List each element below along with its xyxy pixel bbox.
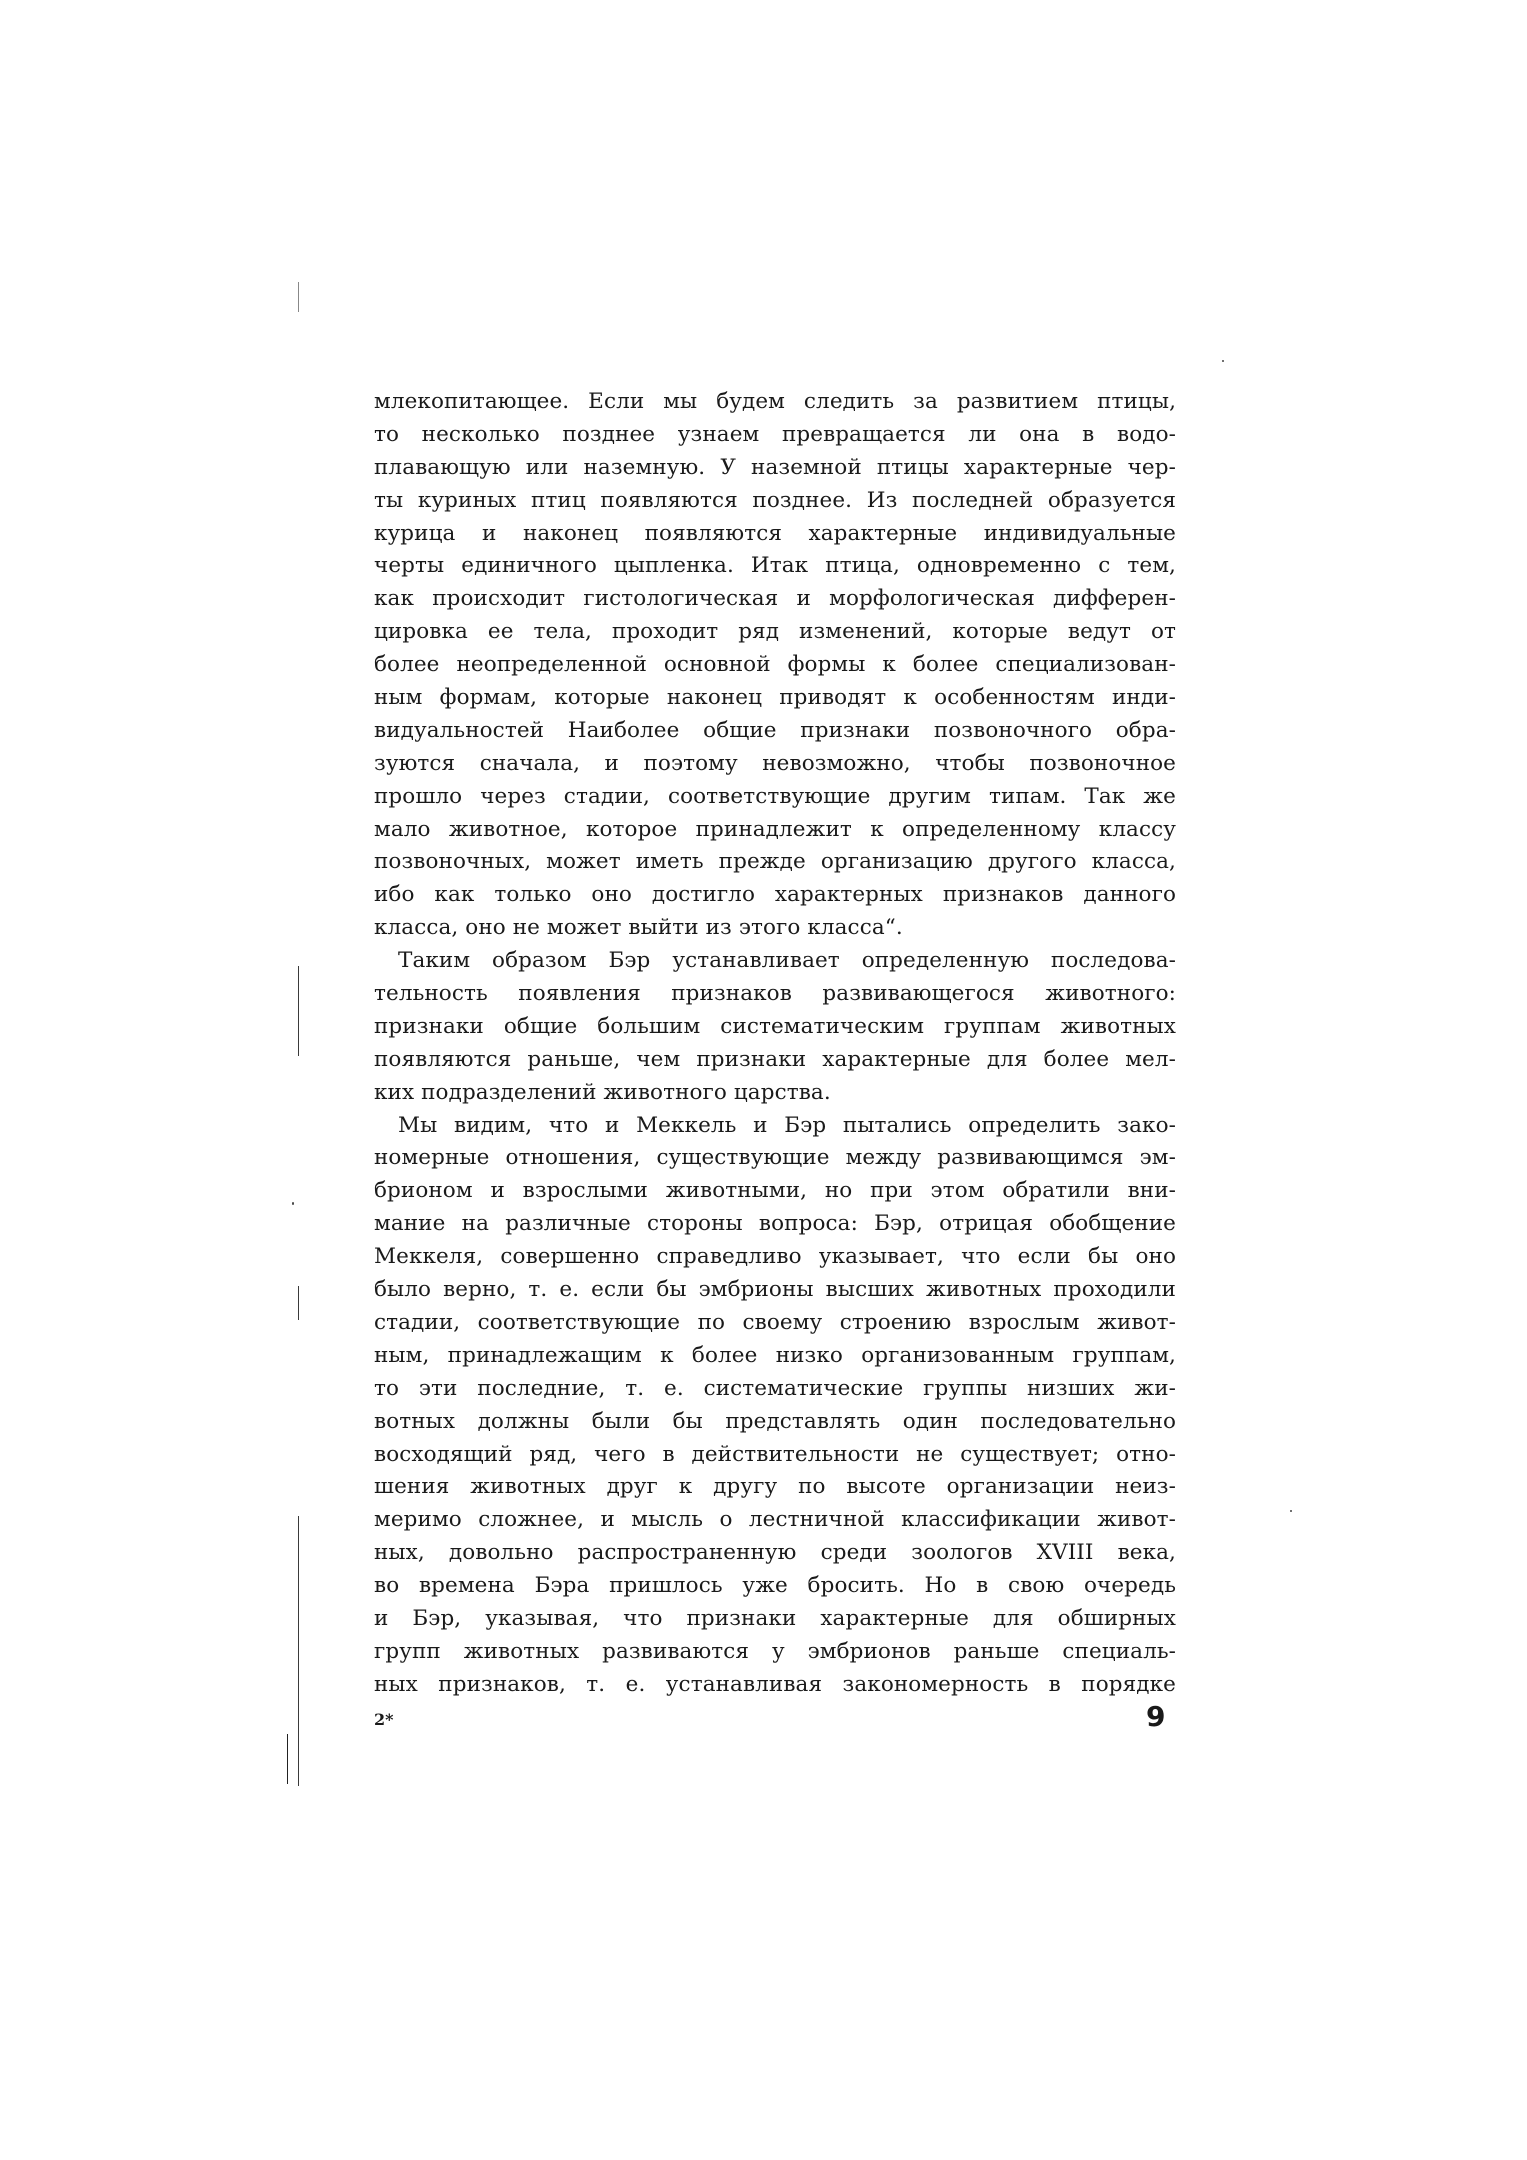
text-line: меримо сложнее, и мысль о лестничной классификации живот- bbox=[374, 1507, 1176, 1533]
signature-mark: 2* bbox=[374, 1710, 394, 1729]
text-line: брионом и взрослыми животными, но при этом обратили вни- bbox=[374, 1178, 1176, 1204]
text-line: курица и наконец появляются характерные индивидуальные bbox=[374, 520, 1176, 546]
scan-speck bbox=[292, 1202, 294, 1205]
text-line: ным, принадлежащим к более низко организованным группам, bbox=[374, 1342, 1176, 1368]
page-number: 9 bbox=[1146, 1700, 1166, 1733]
scan-speck bbox=[1222, 360, 1224, 362]
text-line: ным формам, которые наконец приводят к особенностям инди- bbox=[374, 685, 1176, 711]
body-text bbox=[374, 386, 1176, 1702]
scan-artifact-rule bbox=[298, 282, 299, 312]
text-line: во времена Бэра пришлось уже бросить. Но в свою очередь bbox=[374, 1573, 1176, 1599]
text-line: зуются сначала, и поэтому невозможно, чтобы позвоночное bbox=[374, 750, 1176, 776]
text-line: прошло через стадии, соответствующие другим типам. Так же bbox=[374, 783, 1176, 809]
text-line: плавающую или наземную. У наземной птицы характерные чер- bbox=[374, 454, 1176, 480]
text-line: ты куриных птиц появляются позднее. Из последней образуется bbox=[374, 487, 1176, 513]
text-line: млекопитающее. Если мы будем следить за развитием птицы, bbox=[374, 389, 1176, 414]
text-line: более неопределенной основной формы к более специализован- bbox=[374, 652, 1176, 678]
text-line: номерные отношения, существующие между развивающимся эм- bbox=[374, 1145, 1176, 1171]
text-line: позвоночных, может иметь прежде организацию другого класса, bbox=[374, 849, 1176, 875]
text-line: ибо как только оно достигло характерных признаков данного bbox=[374, 882, 1176, 908]
text-line: черты единичного цыпленка. Итак птица, одновременно с тем, bbox=[374, 553, 1176, 579]
text-line: как происходит гистологическая и морфологическая дифферен- bbox=[374, 586, 1176, 612]
text-line: и Бэр, указывая, что признаки характерные для обширных bbox=[374, 1605, 1176, 1631]
text-line: ных, довольно распространенную среди зоологов XVIII века, bbox=[374, 1540, 1176, 1566]
scan-artifact-rule bbox=[298, 966, 299, 1056]
text-line: мание на различные стороны вопроса: Бэр, отрицая обобщение bbox=[374, 1211, 1176, 1237]
text-line: групп животных развиваются у эмбрионов раньше специаль- bbox=[374, 1638, 1176, 1664]
text-line: мало животное, которое принадлежит к определенному классу bbox=[374, 816, 1176, 842]
paragraph-start-line: Таким образом Бэр устанавливает определенную последова- bbox=[398, 948, 1176, 974]
text-line: то эти последние, т. е. систематические группы низших жи- bbox=[374, 1375, 1176, 1401]
scan-artifact-rule bbox=[298, 1286, 299, 1320]
text-line: класса, оно не может выйти из этого класса“. bbox=[374, 915, 903, 941]
text-line: было верно, т. е. если бы эмбрионы высших животных проходили bbox=[374, 1277, 1176, 1303]
scan-speck bbox=[1290, 1510, 1292, 1512]
scan-artifact-rule bbox=[287, 1734, 288, 1784]
scan-artifact-rule bbox=[298, 1516, 299, 1786]
text-line: стадии, соответствующие по своему строению взрослым живот- bbox=[374, 1309, 1176, 1335]
text-line: то несколько позднее узнаем превращается ли она в водо- bbox=[374, 421, 1176, 447]
text-line: тельность появления признаков развивающегося животного: bbox=[374, 981, 1176, 1007]
text-line: восходящий ряд, чего в действительности не существует; отно- bbox=[374, 1441, 1176, 1467]
paragraph-start-line: Мы видим, что и Меккель и Бэр пытались определить зако- bbox=[398, 1112, 1176, 1138]
text-line: шения животных друг к другу по высоте организации неиз- bbox=[374, 1474, 1176, 1500]
text-line: признаки общие большим систематическим группам животных bbox=[374, 1013, 1176, 1039]
text-line: цировка ее тела, проходит ряд изменений, которые ведут от bbox=[374, 619, 1176, 645]
text-line: видуальностей Наиболее общие признаки позвоночного обра- bbox=[374, 717, 1176, 743]
text-line: появляются раньше, чем признаки характерные для более мел- bbox=[374, 1046, 1176, 1072]
text-line: вотных должны были бы представлять один последовательно bbox=[374, 1408, 1176, 1434]
text-line: ких подразделений животного царства. bbox=[374, 1079, 831, 1105]
text-line: ных признаков, т. е. устанавливая закономерность в порядке bbox=[374, 1671, 1176, 1697]
text-line: Меккеля, совершенно справедливо указывает, что если бы оно bbox=[374, 1244, 1176, 1270]
